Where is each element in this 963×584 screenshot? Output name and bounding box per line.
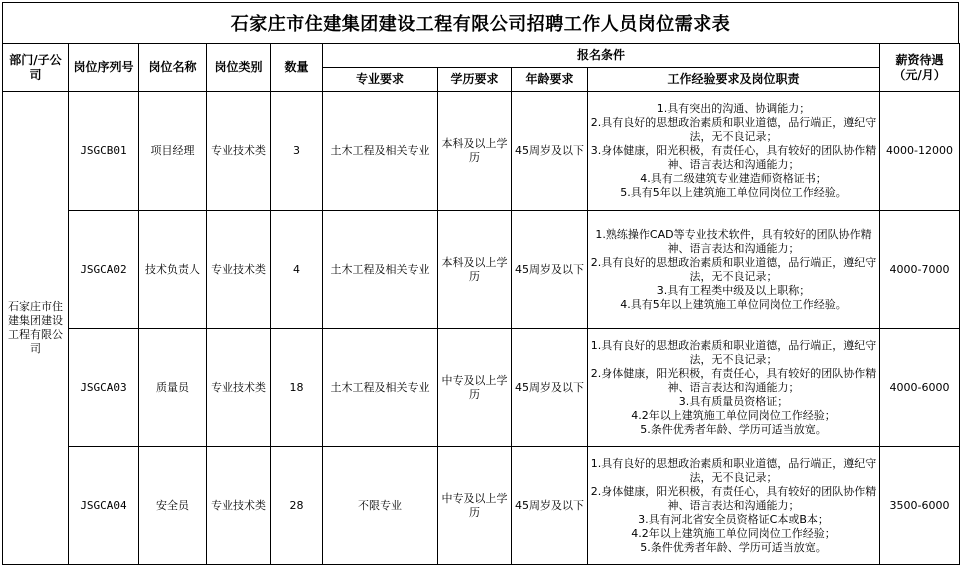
page-title: 石家庄市住建集团建设工程有限公司招聘工作人员岗位需求表 [230, 14, 731, 35]
position-category: 专业技术类 [207, 447, 271, 565]
duties-cell [588, 92, 880, 211]
position-name: 项目经理 [139, 92, 207, 211]
position-category: 专业技术类 [207, 329, 271, 447]
header-salary [880, 44, 960, 92]
major-requirement: 土木工程及相关专业 [323, 92, 438, 211]
duty-item: 2.身体健康，阳光积极，有责任心，具有较好的团队协作精神、语言表达和沟通能力； [590, 484, 877, 512]
duty-item: 1.具有良好的思想政治素质和职业道德，品行端正，遵纪守法，无不良记录； [590, 338, 877, 366]
table-title-bar [2, 2, 959, 43]
header-count: 数量 [271, 44, 323, 92]
duty-item: 5.条件优秀者年龄、学历可适当放宽。 [640, 540, 827, 554]
duties-cell [588, 447, 880, 565]
duty-item: 4.具有二级建筑专业建造师资格证书； [640, 172, 827, 185]
position-category: 专业技术类 [207, 211, 271, 329]
position-count: 18 [271, 329, 323, 447]
position-seq: JSGCB01 [69, 92, 139, 211]
department-cell: 石家庄市住建集团建设工程有限公司 [3, 92, 69, 565]
duty-item: 2.身体健康，阳光积极，有责任心，具有较好的团队协作精神、语言表达和沟通能力； [590, 366, 877, 394]
duty-item: 1.具有突出的沟通、协调能力； [656, 102, 811, 115]
position-name: 质量员 [139, 329, 207, 447]
position-count: 28 [271, 447, 323, 565]
education-requirement: 本科及以上学历 [438, 92, 512, 211]
duty-item: 2.具有良好的思想政治素质和职业道德，品行端正，遵纪守法，无不良记录； [590, 255, 877, 283]
duty-item: 4.2年以上建筑施工单位同岗位工作经验； [631, 408, 836, 422]
position-name: 安全员 [139, 447, 207, 565]
duties-cell [588, 329, 880, 447]
major-requirement: 不限专业 [323, 447, 438, 565]
major-requirement: 土木工程及相关专业 [323, 329, 438, 447]
salary-cell: 4000-12000 [880, 92, 960, 211]
table-row [3, 92, 960, 211]
header-conditions: 报名条件 [323, 44, 880, 68]
age-requirement: 45周岁及以下 [512, 92, 588, 211]
position-name: 技术负责人 [139, 211, 207, 329]
duty-item: 5.条件优秀者年龄、学历可适当放宽。 [640, 422, 827, 436]
duty-item: 3.具有质量员资格证； [678, 394, 789, 408]
duty-item: 3.具有河北省安全员资格证C本或B本； [638, 512, 829, 526]
salary-cell: 4000-6000 [880, 329, 960, 447]
age-requirement: 45周岁及以下 [512, 329, 588, 447]
duties-cell [588, 211, 880, 329]
duty-item: 3.身体健康，阳光积极，有责任心，具有较好的团队协作精神、语言表达和沟通能力； [590, 144, 877, 171]
salary-cell: 3500-6000 [880, 447, 960, 565]
duty-item: 2.具有良好的思想政治素质和职业道德，品行端正，遵纪守法，无不良记录； [590, 116, 877, 143]
header-department: 部门/子公司 [3, 44, 69, 92]
table-row [3, 329, 960, 447]
major-requirement: 土木工程及相关专业 [323, 211, 438, 329]
duty-item: 5.具有5年以上建筑施工单位同岗位工作经验。 [620, 186, 847, 199]
header-age: 年龄要求 [512, 68, 588, 92]
salary-cell: 4000-7000 [880, 211, 960, 329]
position-count: 4 [271, 211, 323, 329]
recruitment-table [2, 43, 960, 565]
duty-item: 1.具有良好的思想政治素质和职业道德，品行端正，遵纪守法，无不良记录； [590, 456, 877, 484]
position-seq: JSGCA04 [69, 447, 139, 565]
age-requirement: 45周岁及以下 [512, 447, 588, 565]
header-category: 岗位类别 [207, 44, 271, 92]
position-count: 3 [271, 92, 323, 211]
table-row [3, 447, 960, 565]
position-category: 专业技术类 [207, 92, 271, 211]
education-requirement: 本科及以上学历 [438, 211, 512, 329]
header-major: 专业要求 [323, 68, 438, 92]
position-seq: JSGCA02 [69, 211, 139, 329]
position-seq: JSGCA03 [69, 329, 139, 447]
header-salary-line1: 薪资待遇 [895, 52, 944, 67]
duty-item: 4.具有5年以上建筑施工单位同岗位工作经验。 [620, 297, 847, 311]
header-education: 学历要求 [438, 68, 512, 92]
table-row [3, 211, 960, 329]
duty-item: 4.2年以上建筑施工单位同岗位工作经验； [631, 526, 836, 540]
header-sequence: 岗位序列号 [69, 44, 139, 92]
header-position-name: 岗位名称 [139, 44, 207, 92]
duty-item: 3.具有工程类中级及以上职称； [656, 283, 811, 297]
age-requirement: 45周岁及以下 [512, 211, 588, 329]
education-requirement: 中专及以上学历 [438, 329, 512, 447]
duty-item: 1.熟练操作CAD等专业技术软件，具有较好的团队协作精神、语言表达和沟通能力； [595, 227, 872, 255]
header-salary-line2: （元/月） [893, 67, 946, 82]
education-requirement: 中专及以上学历 [438, 447, 512, 565]
header-experience: 工作经验要求及岗位职责 [588, 68, 880, 92]
